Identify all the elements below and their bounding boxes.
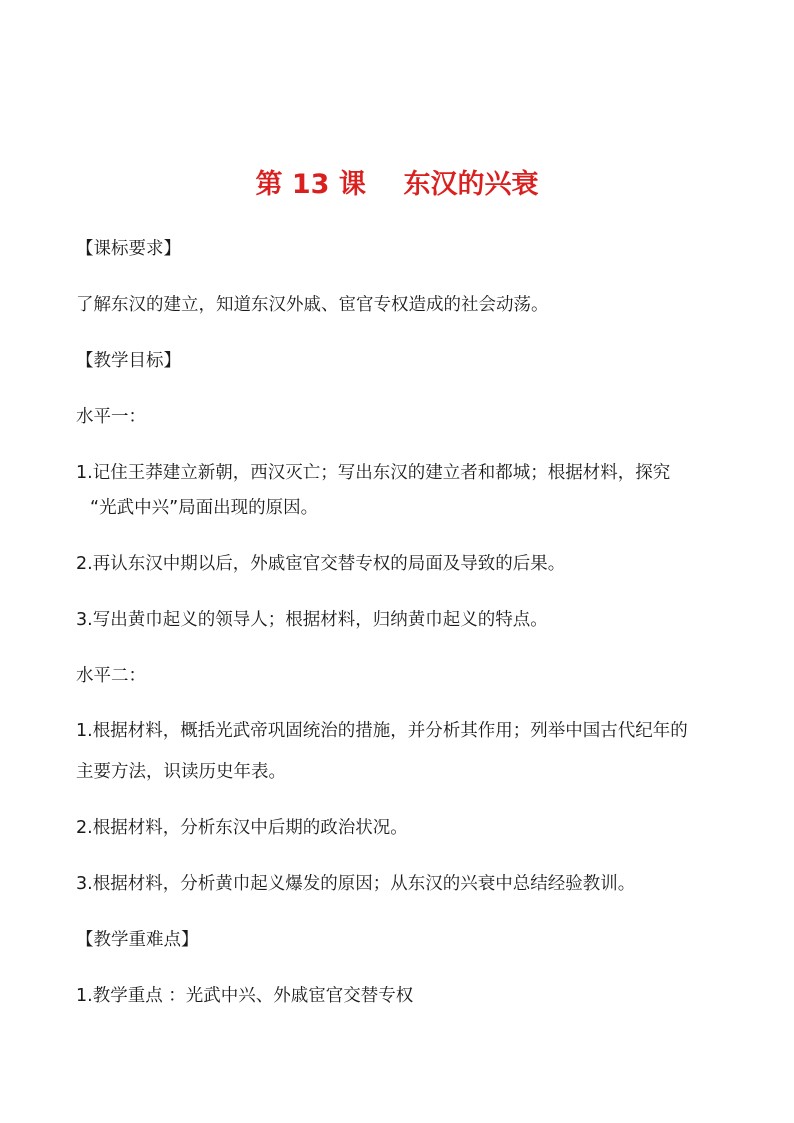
level-two-heading: 水平二： bbox=[76, 666, 146, 686]
lesson-title: 第 13 课 东汉的兴衰 bbox=[255, 169, 539, 200]
level-one-item-1: 1.记住王莽建立新朝，西汉灭亡；写出东汉的建立者和都城；根据材料，探究 bbox=[76, 463, 671, 483]
level-two-item-1-continued: 主要方法，识读历史年表。 bbox=[76, 762, 286, 782]
level-one-item-3: 3.写出黄巾起义的领导人；根据材料，归纳黄巾起义的特点。 bbox=[76, 610, 548, 630]
level-two-item-2: 2.根据材料，分析东汉中后期的政治状况。 bbox=[76, 818, 408, 838]
section-heading-objectives: 【教学目标】 bbox=[76, 351, 181, 371]
section-heading-standards: 【课标要求】 bbox=[76, 239, 181, 259]
section-heading-key-points: 【教学重难点】 bbox=[76, 930, 199, 950]
key-point-1: 1.教学重点 ：光武中兴、外戚宦官交替专权 bbox=[76, 986, 414, 1006]
standards-text: 了解东汉的建立，知道东汉外戚、宦官专权造成的社会动荡。 bbox=[76, 295, 549, 315]
level-one-heading: 水平一： bbox=[76, 407, 146, 427]
level-one-item-2: 2.再认东汉中期以后，外戚宦官交替专权的局面及导致的后果。 bbox=[76, 554, 566, 574]
level-two-item-3: 3.根据材料，分析黄巾起义爆发的原因；从东汉的兴衰中总结经验教训。 bbox=[76, 874, 636, 894]
level-two-item-1: 1.根据材料，概括光武帝巩固统治的措施，并分析其作用；列举中国古代纪年的 bbox=[76, 721, 688, 741]
level-one-item-1-continued: “光武中兴”局面出现的原因。 bbox=[90, 498, 319, 518]
